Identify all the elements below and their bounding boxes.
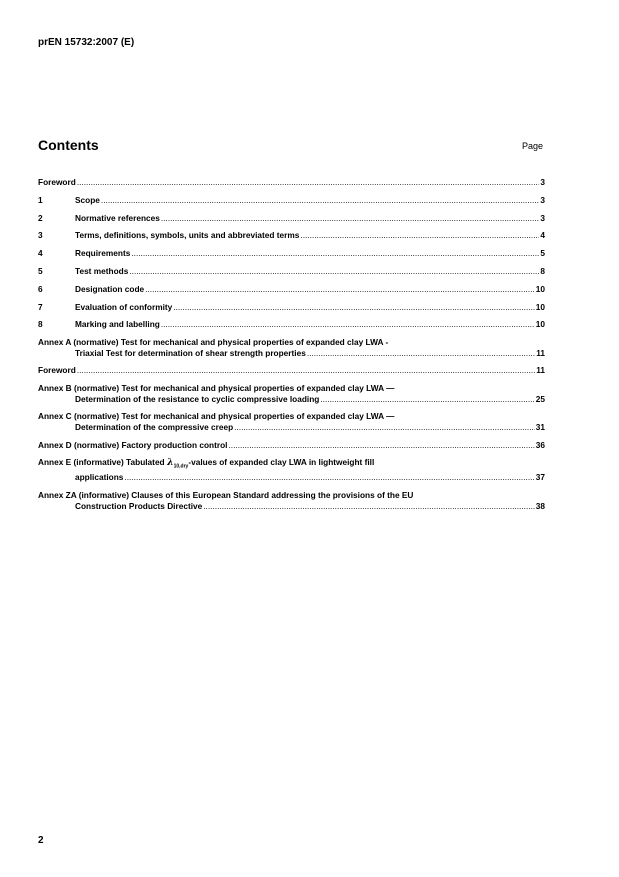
toc-entry-title: Designation code bbox=[75, 283, 145, 294]
toc-entry-number: 6 bbox=[38, 283, 43, 294]
toc-entry-title-line2: Determination of the compressive creep bbox=[75, 421, 234, 432]
toc-entry-page: 5 bbox=[540, 248, 545, 259]
toc-entry-page: 3 bbox=[540, 194, 545, 205]
page-number: 2 bbox=[38, 835, 44, 846]
toc-entry-title: Test methods bbox=[75, 265, 129, 276]
toc-entry-page: 11 bbox=[536, 347, 545, 358]
dot-leader bbox=[228, 440, 534, 450]
table-of-contents bbox=[38, 177, 545, 518]
toc-entry-title-line1: Annex C (normative) Test for mechanical and physical properties of expanded clay LWA — bbox=[38, 411, 395, 422]
toc-entry-title: Foreword bbox=[38, 177, 76, 187]
toc-entry-annex-za[interactable] bbox=[38, 490, 545, 511]
toc-entry-title-line2: Construction Products Directive bbox=[75, 500, 203, 511]
dot-leader bbox=[161, 319, 535, 329]
toc-entry-title: Foreword bbox=[38, 365, 76, 376]
toc-entry-annex-c[interactable] bbox=[38, 411, 545, 432]
toc-entry-page: 10 bbox=[535, 319, 545, 330]
toc-entry-foreword[interactable] bbox=[38, 177, 545, 187]
toc-entry-number: 8 bbox=[38, 319, 43, 330]
toc-entry-title-line1: Annex ZA (informative) Clauses of this European Standard addressing the provisions of the EU bbox=[38, 490, 414, 501]
toc-entry-title-line1: Annex A (normative) Test for mechanical and physical properties of expanded clay LWA - bbox=[38, 337, 389, 348]
dot-leader bbox=[161, 213, 540, 223]
toc-entry-title-line1 bbox=[38, 457, 545, 472]
toc-entry-page: 38 bbox=[535, 500, 545, 511]
toc-entry-annex-e[interactable] bbox=[38, 457, 545, 482]
dot-leader bbox=[307, 348, 535, 358]
document-id: prEN 15732:2007 (E) bbox=[38, 37, 135, 48]
dot-leader bbox=[124, 472, 534, 482]
toc-entry-page: 10 bbox=[535, 283, 545, 294]
toc-entry-normative-references[interactable] bbox=[38, 213, 545, 223]
dot-leader bbox=[131, 248, 539, 258]
toc-entry-number: 5 bbox=[38, 265, 43, 276]
toc-entry-number: 1 bbox=[38, 194, 43, 205]
toc-entry-title-line1: Annex B (normative) Test for mechanical and physical properties of expanded clay LWA — bbox=[38, 383, 395, 394]
toc-entry-title: Annex D (normative) Factory production control bbox=[38, 439, 228, 450]
toc-entry-page: 10 bbox=[535, 301, 545, 312]
toc-entry-title-suffix: -values of expanded clay LWA in lightweight fill bbox=[188, 457, 375, 468]
toc-entry-page: 3 bbox=[540, 212, 545, 223]
toc-entry-page: 25 bbox=[535, 393, 545, 404]
toc-entry-requirements[interactable] bbox=[38, 248, 545, 258]
dot-leader bbox=[173, 302, 535, 312]
dot-leader bbox=[77, 177, 540, 187]
toc-entry-title: Requirements bbox=[75, 248, 131, 259]
toc-entry-title: Evaluation of conformity bbox=[75, 301, 173, 312]
toc-entry-terms-definitions[interactable] bbox=[38, 230, 545, 240]
toc-entry-annex-a[interactable] bbox=[38, 337, 545, 358]
contents-title: Contents bbox=[38, 137, 99, 153]
toc-entry-annex-b[interactable] bbox=[38, 383, 545, 404]
toc-entry-title-line2: Determination of the resistance to cyclic compressive loading bbox=[75, 393, 320, 404]
toc-entry-title: Normative references bbox=[75, 212, 160, 223]
dot-leader bbox=[234, 422, 535, 432]
dot-leader bbox=[145, 284, 535, 294]
dot-leader bbox=[101, 195, 539, 205]
toc-entry-page: 37 bbox=[535, 472, 545, 483]
toc-entry-evaluation-of-conformity[interactable] bbox=[38, 302, 545, 312]
toc-entry-title-prefix: Annex E (informative) Tabulated bbox=[38, 457, 167, 468]
toc-entry-number: 2 bbox=[38, 212, 43, 223]
toc-entry-test-methods[interactable] bbox=[38, 266, 545, 276]
toc-entry-title: Terms, definitions, symbols, units and abbreviated terms bbox=[75, 230, 300, 241]
toc-entry-scope[interactable] bbox=[38, 195, 545, 205]
toc-entry-designation-code[interactable] bbox=[38, 284, 545, 294]
toc-entry-page: 11 bbox=[536, 365, 545, 376]
dot-leader bbox=[129, 266, 539, 276]
dot-leader bbox=[320, 394, 534, 404]
toc-entry-page: 36 bbox=[535, 439, 545, 450]
page-column-label: Page bbox=[522, 141, 544, 151]
lambda-subscript: 10,dry bbox=[173, 464, 189, 471]
toc-entry-marking-and-labelling[interactable] bbox=[38, 319, 545, 329]
toc-entry-page: 4 bbox=[540, 230, 545, 241]
toc-entry-page: 3 bbox=[540, 177, 545, 187]
toc-entry-title: Scope bbox=[75, 194, 100, 205]
toc-entry-page: 8 bbox=[540, 265, 545, 276]
toc-entry-number: 7 bbox=[38, 301, 43, 312]
dot-leader bbox=[300, 230, 539, 240]
dot-leader bbox=[203, 501, 535, 511]
toc-entry-foreword-annex[interactable] bbox=[38, 365, 545, 375]
toc-entry-annex-d[interactable] bbox=[38, 440, 545, 450]
lambda-symbol: λ bbox=[166, 457, 174, 469]
toc-entry-title-line2: applications bbox=[75, 472, 124, 483]
toc-entry-title: Marking and labelling bbox=[75, 319, 160, 330]
dot-leader bbox=[77, 365, 535, 375]
toc-entry-title-line2: Triaxial Test for determination of shear strength properties bbox=[75, 347, 306, 358]
toc-entry-page: 31 bbox=[535, 421, 545, 432]
toc-entry-number: 3 bbox=[38, 230, 43, 241]
toc-entry-number: 4 bbox=[38, 248, 43, 259]
